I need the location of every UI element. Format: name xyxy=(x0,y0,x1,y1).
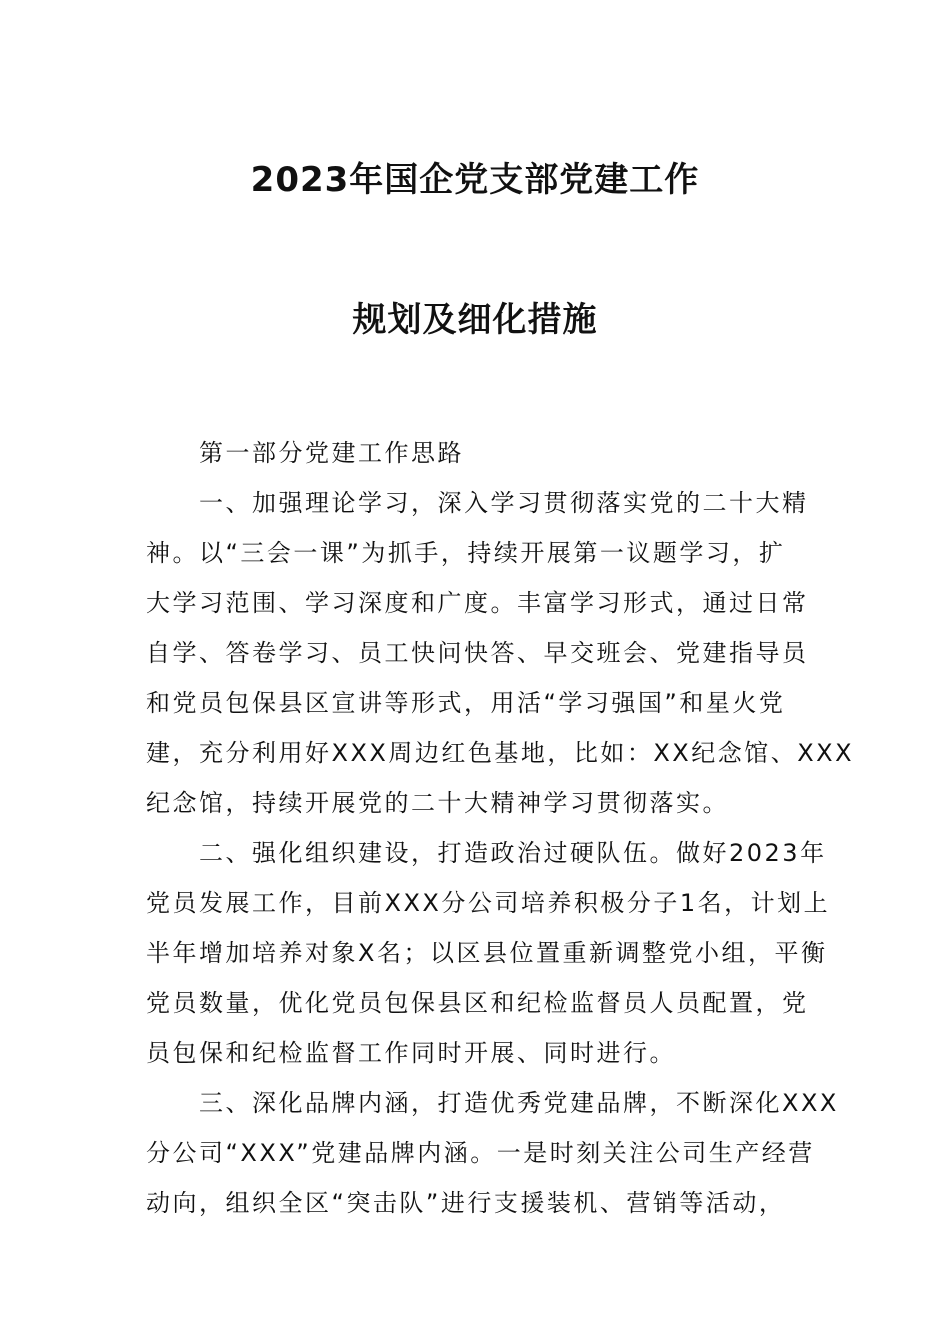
paragraph-line: 纪念馆，持续开展党的二十大精神学习贯彻落实。 xyxy=(146,789,729,817)
paragraph-line: 一、加强理论学习，深入学习贯彻落实党的二十大精 xyxy=(199,489,809,517)
document-title-line-1: 2023年国企党支部党建工作 xyxy=(250,160,700,200)
section-heading: 第一部分党建工作思路 xyxy=(199,439,464,467)
paragraph-line: 建，充分利用好XXX周边红色基地，比如：XX纪念馆、XXX xyxy=(146,739,855,767)
paragraph-line: 分公司“XXX”党建品牌内涵。一是时刻关注公司生产经营 xyxy=(146,1139,815,1167)
paragraph-line: 员包保和纪检监督工作同时开展、同时进行。 xyxy=(146,1039,676,1067)
paragraph-2 xyxy=(146,828,831,1078)
paragraph-1 xyxy=(146,478,855,828)
paragraph-line: 二、强化组织建设，打造政治过硬队伍。做好2023年 xyxy=(199,839,827,867)
paragraph-line: 和党员包保县区宣讲等形式，用活“学习强国”和星火党 xyxy=(146,689,786,717)
document-title-line-2: 规划及细化措施 xyxy=(352,300,598,340)
document-body xyxy=(146,428,855,1228)
paragraph-line: 大学习范围、学习深度和广度。丰富学习形式，通过日常 xyxy=(146,589,809,617)
paragraph-line: 党员发展工作，目前XXX分公司培养积极分子1名，计划上 xyxy=(146,889,831,917)
paragraph-line: 神。以“三会一课”为抓手，持续开展第一议题学习，扩 xyxy=(146,539,786,567)
paragraph-line: 三、深化品牌内涵，打造优秀党建品牌，不断深化XXX xyxy=(199,1089,839,1117)
paragraph-line: 半年增加培养对象X名；以区县位置重新调整党小组，平衡 xyxy=(146,939,828,967)
paragraph-line: 自学、答卷学习、员工快问快答、早交班会、党建指导员 xyxy=(146,639,809,667)
paragraph-3 xyxy=(146,1078,839,1228)
paragraph-line: 党员数量，优化党员包保县区和纪检监督员人员配置，党 xyxy=(146,989,809,1017)
paragraph-line: 动向，组织全区“突击队”进行支援装机、营销等活动， xyxy=(146,1189,786,1217)
